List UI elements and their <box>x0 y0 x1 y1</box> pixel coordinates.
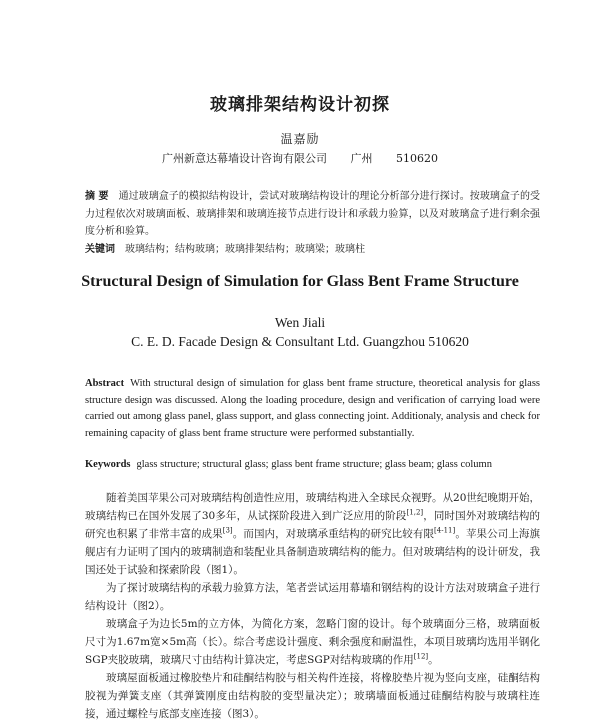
english-affiliation-city: Guangzhou 510620 <box>362 334 469 349</box>
chinese-keywords-label: 关键词 <box>85 244 115 255</box>
chinese-keywords-text: 玻璃结构；结构玻璃；玻璃排架结构；玻璃梁；玻璃柱 <box>125 244 365 255</box>
body-p3-text-a: 玻璃盒子为边长5m的立方体，为简化方案，忽略门窗的设计。每个玻璃面分三格，玻璃面板尺寸为1.67m宽×5m高（长）。综合考虑设计强度、剩余强度和耐温性，本项目玻璃均选用半钢化SGP夹胶玻璃，玻璃尺寸由结构计算决定，考虑SGP对结构玻璃的作用 <box>85 618 540 666</box>
citation-ref: [3] <box>222 526 233 535</box>
english-affiliation-name: C. E. D. Facade Design & Consultant Ltd. <box>131 334 360 349</box>
citation-ref: [4-11] <box>434 526 456 535</box>
chinese-abstract-label: 摘 要 <box>85 191 109 202</box>
body-paragraph-4: 玻璃屋面板通过橡胶垫片和硅酮结构胶与相关构件连接，将橡胶垫片视为竖向支座，硅酮结构胶视为弹簧支座（其弹簧刚度由结构胶的变型量决定）；玻璃墙面板通过硅酮结构胶与玻璃柱连接，通过螺栓与底部支座连接（图3）。 <box>85 672 540 720</box>
citation-ref: [1,2] <box>406 508 424 517</box>
body-p1-text-c: 。而国内，对玻璃承重结构的研究比较有限 <box>232 528 435 540</box>
english-keywords-label: Keywords <box>85 459 131 470</box>
body-p3-text-b: 。 <box>428 654 439 666</box>
body-p1-text-b: ，同时国外对玻璃结构的研究也积累了非常丰富的成果 <box>85 510 540 540</box>
chinese-keywords <box>85 240 540 255</box>
body-p1-text-a: 随着美国苹果公司对玻璃结构创造性应用，玻璃结构进入全球民众视野。从20世纪晚期开始，玻璃结构已在国外发展了30多年，从试探阶段进入到广泛应用的阶段 <box>85 492 540 522</box>
english-affiliation <box>0 334 600 350</box>
chinese-author: 温嘉励 <box>280 132 320 146</box>
english-abstract <box>85 376 540 442</box>
english-keywords-text: glass structure; structural glass; glass bent frame structure; glass beam; glass column <box>136 459 492 470</box>
chinese-affiliation-postcode: 510620 <box>396 152 438 165</box>
english-abstract-text: With structural design of simulation for glass bent frame structure, theoretical analysis for glass structure design was discussed. Along the loading procedure, design and verification of carrying load were carried out among glass panel, glass support, and glass connecting joint. Additionaly, analysis and check for remaining capacity of glass bent frame structure were performed substantially. <box>85 378 540 439</box>
citation-ref: [12] <box>413 652 429 661</box>
body-paragraph-2: 为了探讨玻璃结构的承载力验算方法，笔者尝试运用幕墙和钢结构的设计方法对玻璃盒子进行结构设计（图2）。 <box>85 582 540 612</box>
body-text <box>85 489 540 723</box>
english-author: Wen Jiali <box>274 315 326 330</box>
chinese-abstract <box>85 188 540 241</box>
english-abstract-label: Abstract <box>85 378 125 389</box>
body-paragraph-1 <box>85 489 540 579</box>
body-p1-text-d: 。苹果公司上海旗舰店有力证明了国内的玻璃制造和装配业具备制造玻璃结构的能力。但对玻璃结构的设计研发，我国还处于试验和探索阶段（图1）。 <box>85 528 541 576</box>
chinese-affiliation-city: 广州 <box>350 152 373 165</box>
english-keywords <box>85 459 555 470</box>
chinese-title: 玻璃排架结构设计初探 <box>210 95 390 115</box>
chinese-affiliation-name: 广州新意达幕墙设计咨询有限公司 <box>162 152 327 165</box>
chinese-affiliation <box>0 150 600 166</box>
chinese-abstract-text: 通过玻璃盒子的模拟结构设计，尝试对玻璃结构设计的理论分析部分进行探讨。按玻璃盒子的受力过程依次对玻璃面板、玻璃排架和玻璃连接节点进行设计和承载力验算，以及对玻璃盒子进行剩余强度分析和验算。 <box>85 191 541 237</box>
body-paragraph-3 <box>85 615 540 669</box>
english-title: Structural Design of Simulation for Glass Bent Frame Structure <box>81 273 519 290</box>
